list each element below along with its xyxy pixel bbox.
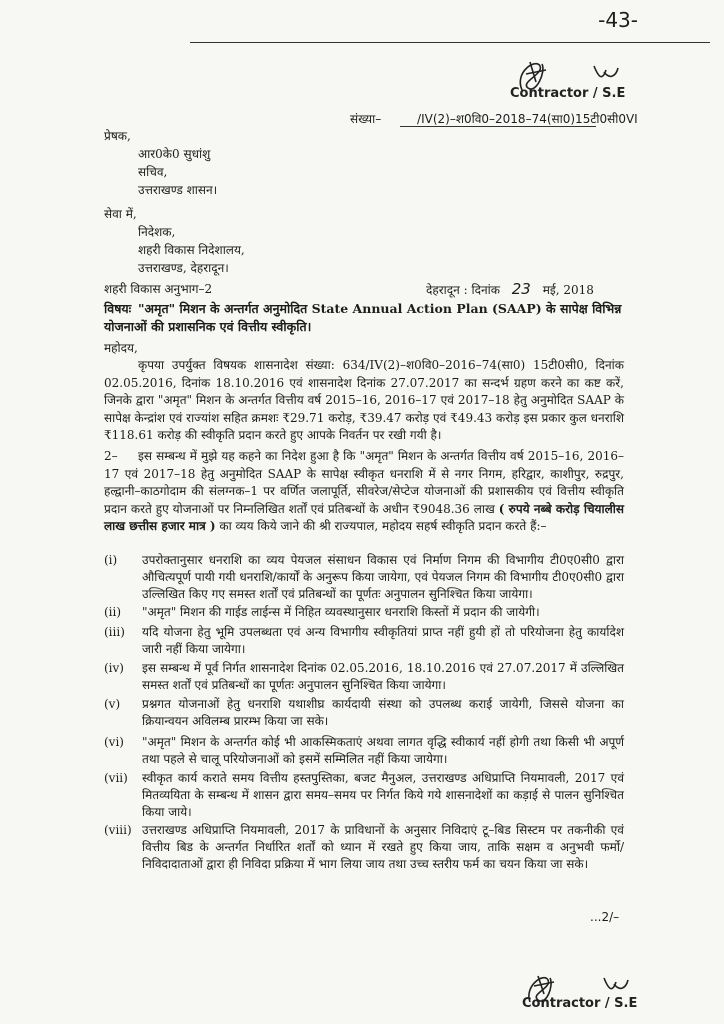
contractor-signature-label-bottom: Contractor / S.E [522,996,638,1011]
paragraph-2 [104,448,624,536]
paragraph-2-text: इस सम्बन्ध में मुझे यह कहने का निदेश हुआ है कि "अमृत" मिशन के अन्तर्गत वित्तीय वर्ष 2015–16, 2016–17 एवं 2017–18 हेतु अनुमोदित SAAP के सापेक्ष स्वीकृत धनराशि में से नगर निगम, हरिद्वार, काशीपुर, रुद्रपुर, हल्द्वानी–काठगोदाम की संलग्नक–1 पर वर्णित जलापूर्ति, सीवरेज/सेप्टेज योजनाओं की प्रशासकीय एवं वित्तीय स्वीकृति प्रदान करते हुए योजनाओं पर निम्नलिखित शर्तों एवं प्रतिबन्धों के अधीन ₹9048.36 लाख [104,449,624,516]
condition-number: (v) [104,697,121,711]
condition-text: स्वीकृत कार्य कराते समय वित्तीय हस्तपुस्तिका, बजट मैनुअल, उत्तराखण्ड अधिप्राप्ति नियमावली, 2017 एवं मितव्ययिता के सम्बन्ध में शासन द्वारा समय–समय पर निर्गत किये गये शासनादेशों का कड़ाई से पालन सुनिश्चित किया जाये। [142,771,624,819]
page-number: -43- [598,8,638,32]
date-line [426,281,594,299]
paragraph-2-tail: का व्यय किये जाने की श्री राज्यपाल, महोदय सहर्ष स्वीकृति प्रदान करते हैं:– [215,519,547,533]
section-name: शहरी विकास अनुभाग–2 [104,282,213,296]
sender-designation: सचिव, [138,165,168,179]
sender-label: प्रेषक, [104,129,131,143]
sender-office: उत्तराखण्ड शासन। [138,183,218,197]
next-page-marker: ...2/– [590,910,620,924]
salutation: महोदय, [104,341,138,355]
paragraph-2-number: 2– [104,449,118,463]
recipient-designation: निदेशक, [138,225,176,239]
condition-number: (ii) [104,605,122,619]
condition-text: प्रश्नगत योजनाओं हेतु धनराशि यथाशीघ्र कार्यदायी संस्था को उपलब्ध कराई जायेगी, जिससे योजना का क्रियान्वयन अविलम्ब प्रारम्भ किया जा सके। [142,697,624,728]
condition-text: उत्तराखण्ड अधिप्राप्ति नियमावली, 2017 के प्राविधानों के अनुसार निविदाएं टू–बिड सिस्टम पर तकनीकी एवं वित्तीय बिड के अन्तर्गत निर्धारित शर्तों को ध्यान में रखते हुए किया जाय, ताकि सक्षम व अनुभवी फर्मो/निविदादाताओं द्वारा ही निविदा प्रक्रिया में भाग लिया जाय तथा उच्च स्तरीय फर्म का चयन किया जा सके। [142,823,624,871]
condition-item [104,660,624,694]
condition-number: (i) [104,553,118,567]
header-rule [190,42,710,43]
recipient-office: शहरी विकास निदेशालय, [138,243,245,257]
condition-text: "अमृत" मिशन की गाईड लाईन्स में निहित व्यवस्थानुसार धनराशि किस्तों में प्रदान की जायेगी। [142,605,540,619]
condition-item [104,552,624,603]
reference-value: /IV(2)–श0वि0–2018–74(सा0)15टी0सी0VI [417,112,638,126]
reference-label: संख्या– [350,112,382,126]
condition-number: (vii) [104,771,128,785]
condition-item [104,696,624,730]
subject [104,300,624,336]
condition-item [104,604,624,621]
condition-item [104,624,624,658]
condition-item [104,822,624,873]
paragraph-2-amount-words: ( रुपये नब्बे करोड़ चियालीस लाख छत्तीस हजार मात्र ) [104,501,624,533]
condition-number: (iii) [104,625,125,639]
reference-underline [400,126,596,127]
condition-text: उपरोक्तानुसार धनराशि का व्यय पेयजल संसाधन विकास एवं निर्माण निगम की विभागीय टी0ए0सी0 द्वारा औचित्यपूर्ण पायी गयी धनराशि/कार्यों के अनुरूप किया जायेगा, एवं पेयजल निगम की विभागीय टी0ए0सी0 द्वारा उल्लिखित किए गए समस्त शर्तों एवं प्रतिबन्धों का पूर्णतः अनुपालन सुनिश्चित किया जायेगा। [142,553,624,601]
condition-text: "अमृत" मिशन के अन्तर्गत कोई भी आकस्मिकताएं अथवा लागत वृद्धि स्वीकार्य नहीं होगी तथा किसी भी अपूर्ण तथा पहले से चालू परियोजनाओं को इसमें सम्मिलित नहीं किया जायेगा। [142,735,624,766]
condition-text: इस सम्बन्ध में पूर्व निर्गत शासनादेश दिनांक 02.05.2016, 18.10.2016 एवं 27.07.2017 में उल्लिखित समस्त शर्तों एवं प्रतिबन्धों का पूर्णतः अनुपालन सुनिश्चित किया जायेगा। [142,661,624,692]
reference-number [350,110,638,127]
condition-number: (iv) [104,661,124,675]
date-rest: मई, 2018 [542,283,594,297]
subject-label: विषयः [104,301,132,316]
sender-name: आर0के0 सुधांशु [138,147,211,161]
date-prefix: देहरादून : दिनांक [426,283,500,297]
condition-number: (vi) [104,735,124,749]
condition-number: (viii) [104,823,132,837]
contractor-signature-label-top: Contractor / S.E [510,86,626,101]
paragraph-1: कृपया उपर्युक्त विषयक शासनादेश संख्या: 634/IV(2)–श0वि0–2016–74(सा0) 15टी0सी0, दिनांक 02.05.2016, दिनांक 18.10.2016 एवं शासनादेश दिनांक 27.07.2017 का सन्दर्भ ग्रहण करने का कष्ट करें, जिनके द्वारा "अमृत" मिशन के अन्तर्गत वित्तीय वर्ष 2015–16, 2016–17 एवं 2017–18 हेतु अनुमोदित SAAP के सापेक्ष केन्द्रांश एवं राज्यांश सहित क्रमशः ₹29.71 करोड़, ₹39.47 करोड़ एवं ₹49.43 करोड़ इस प्रकार कुल धनराशि ₹118.61 करोड़ की स्वीकृति प्रदान करते हुए आपके निवर्तन पर रखी गयी है। [104,358,624,442]
recipient-place: उत्तराखण्ड, देहरादून। [138,261,229,275]
condition-item [104,734,624,768]
condition-item [104,770,624,821]
recipient-label: सेवा में, [104,207,137,221]
subject-text: "अमृत" मिशन के अन्तर्गत अनुमोदित State Annual Action Plan (SAAP) के सापेक्ष विभिन्न योजनाओं की प्रशासनिक एवं वित्तीय स्वीकृति। [104,301,622,334]
condition-text: यदि योजना हेतु भूमि उपलब्धता एवं अन्य विभागीय स्वीकृतियां प्राप्त नहीं हुयी हों तो परियोजना हेतु कार्यादेश जारी नहीं किया जायेगा। [142,625,624,656]
date-day: 23 [511,280,531,298]
